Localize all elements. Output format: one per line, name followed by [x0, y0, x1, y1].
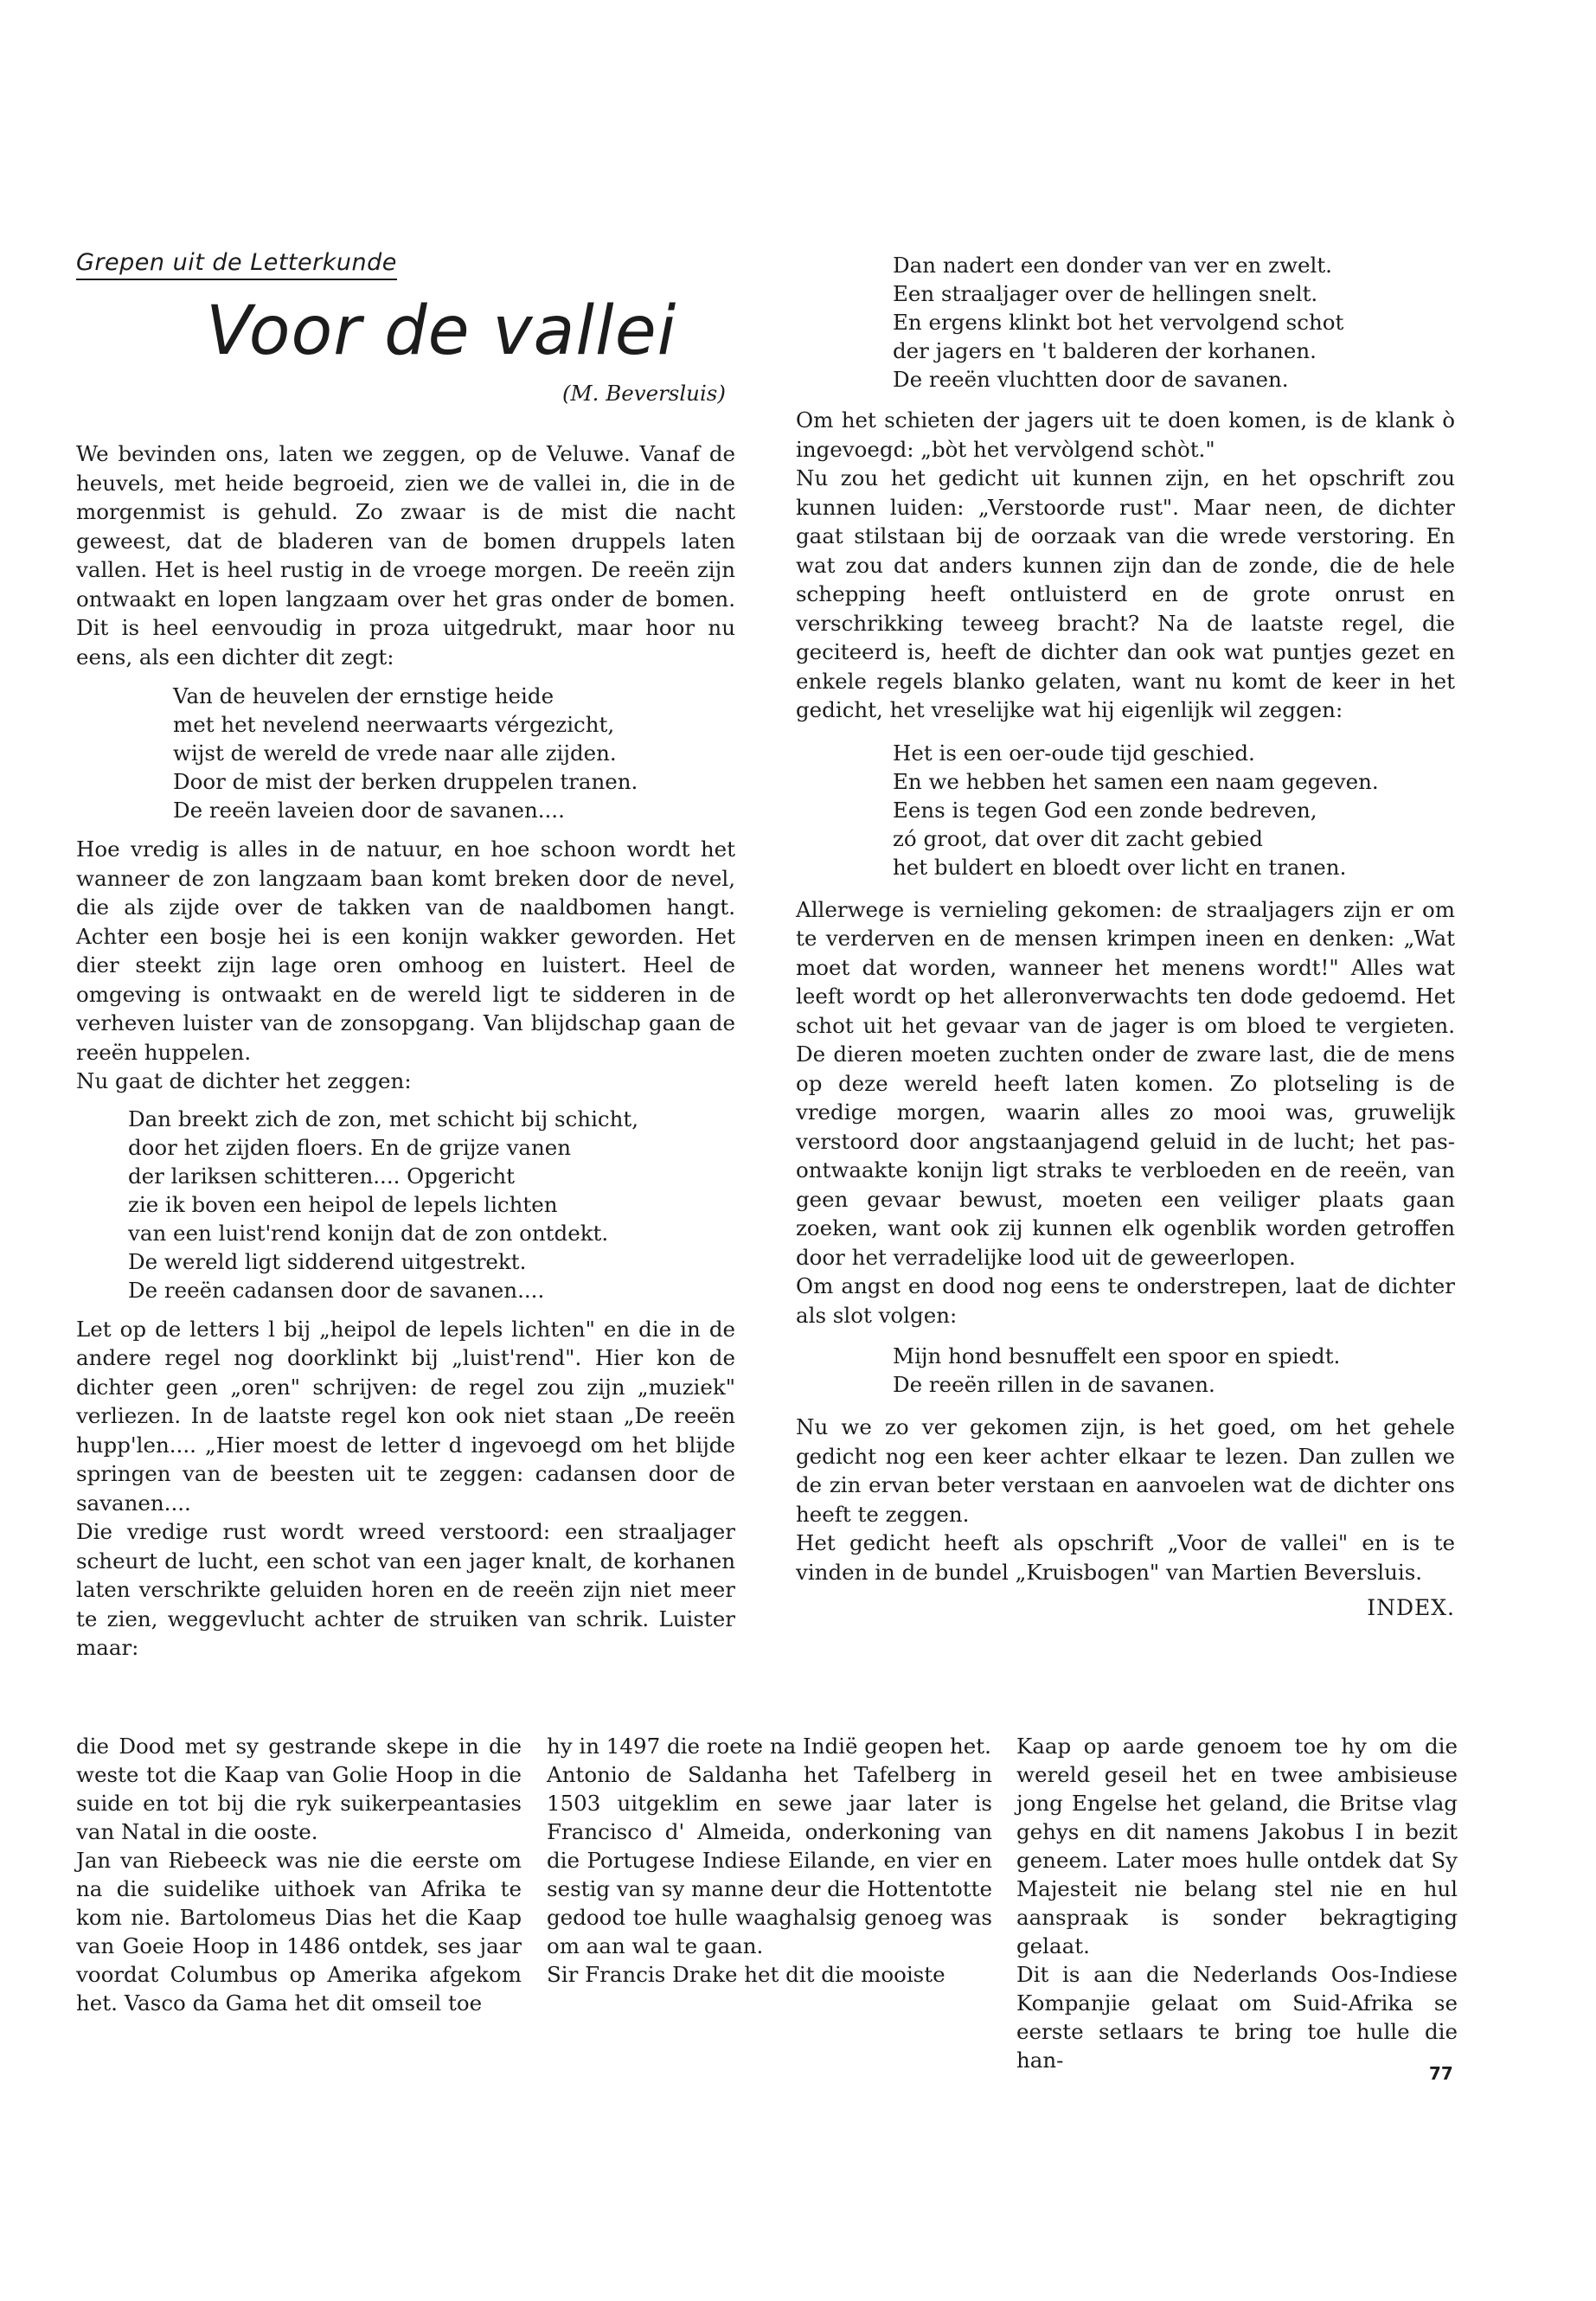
poem-line: Het is een oer-oude tijd geschied.: [893, 740, 1255, 766]
poem-line: De reeën rillen in de savanen.: [893, 1372, 1215, 1397]
poem-line: De reeën cadansen door de savanen....: [128, 1277, 545, 1303]
paragraph: Allerwege is vernieling gekomen: de straaljagers zijn er om te verderven en de mensen krimpen ineen en denken: „Wat moet dat worden, wanneer het menens wordt!" Alles wat leeft wordt op het alleronverwachts ten dode gedoemd. Het schot uit het gevaar van de jager is om bloed te vergieten. De dieren moeten zuchten onder de zware last, die de mens op deze wereld heeft laten komen. Zo plotseling is de vredige morgen, waarin alles zo mooi was, gruwelijk verstoord door angstaanjagend geluid in de lucht; het pas-ontwaakte konijn ligt straks te verbloeden en de reeën, van geen gevaar bewust, moeten een veiliger plaats gaan zoeken, want ook zij kunnen elk ogenblik worden getroffen door het verradelijke lood uit de geweerlopen.: [796, 896, 1455, 1270]
paragraph: We bevinden ons, laten we zeggen, op de Veluwe. Vanaf de heuvels, met heide begroeid, zien we de vallei in, die in de morgenmist is gehuld. Zo zwaar is de mist die nacht geweest, dat de bladeren van de bomen druppels laten vallen. Het is heel rustig in de vroege morgen. De reeën zijn ontwaakt en lopen langzaam over het gras onder de bomen. Dit is heel eenvoudig in proza uitgedrukt, maar hoor nu eens, als een dichter dit zegt:: [76, 441, 735, 670]
poem-line: De reeën vluchtten door de savanen.: [893, 367, 1289, 392]
continuation-column-3: [1016, 1732, 1458, 2074]
poem-line: Een straaljager over de hellingen snelt.: [893, 281, 1318, 306]
poem-stanza-1: [173, 682, 735, 824]
right-column: [796, 251, 1455, 1623]
poem-stanza-2: [128, 1105, 735, 1304]
paragraph: Nu we zo ver gekomen zijn, is het goed, om het gehele gedicht nog een keer achter elkaar te lezen. Dan zullen we de zin ervan beter verstaan en aanvoelen wat de dichter ons heeft te zeggen.: [796, 1414, 1455, 1527]
poem-line: En ergens klinkt bot het vervolgend schot: [893, 310, 1344, 335]
continuation-column-1: [76, 1732, 522, 2017]
poem-line: Door de mist der berken druppelen tranen.: [173, 769, 638, 794]
poem-line: wijst de wereld de vrede naar alle zijden.: [173, 740, 617, 766]
paragraph: Hoe vredig is alles in de natuur, en hoe schoon wordt het wanneer de zon langzaam baan komt breken door de nevel, die als zijde over de takken van de naaldbomen hangt. Achter een bosje hei is een konijn wakker geworden. Het dier steekt zijn lage oren omhoog en luistert. Heel de omgeving is ontwaakt en de wereld ligt te sidderen in de verheven luister van de zonsopgang. Van blijdschap gaan de reeën huppelen.: [76, 836, 735, 1065]
poem-line: Eens is tegen God een zonde bedreven,: [893, 797, 1317, 823]
poem-stanza-5: [893, 1342, 1455, 1399]
paragraph: Dit is aan die Nederlands Oos-Indiese Kompanjie gelaat om Suid-Afrika se eerste setlaars te bring toe hulle die han-: [1016, 1962, 1458, 2073]
paragraph: die Dood met sy gestrande skepe in die weste tot die Kaap van Golie Hoop in die suide en tot bij die ryk suikerpeantasies van Natal in die ooste.: [76, 1734, 522, 1844]
poem-line: Dan nadert een donder van ver en zwelt.: [893, 253, 1332, 278]
paragraph: Jan van Riebeeck was nie die eerste om na die suidelike uithoek van Afrika te kom nie. Bartolomeus Dias het die Kaap van Goeie Hoop in 1486 ontdek, ses jaar voordat Columbus op Amerika afgekom het. Vasco da Gama het dit omseil toe: [76, 1848, 522, 2016]
paragraph: Sir Francis Drake het dit die mooiste: [547, 1962, 945, 1987]
poem-line: Van de heuvelen der ernstige heide: [173, 683, 554, 708]
poem-line: zie ik boven een heipol de lepels lichten: [128, 1191, 558, 1217]
poem-line: het buldert en bloedt over licht en tranen.: [893, 854, 1347, 880]
paragraph: Om angst en dood nog eens te onderstrepen, laat de dichter als slot volgen:: [796, 1273, 1455, 1328]
signature: INDEX.: [1367, 1595, 1455, 1620]
poem-line: der jagers en 't balderen der korhanen.: [893, 338, 1317, 363]
paragraph: Het gedicht heeft als opschrift „Voor de vallei" en is te vinden in de bundel „Kruisbogen" van Martien Beversluis.: [796, 1530, 1455, 1585]
paragraph: Kaap op aarde genoem toe hy om die wereld geseil het en twee ambisieuse jong Engelse het geland, die Britse vlag gehys en dit namens Jakobus I in bezit geneem. Later moes hulle ontdek dat Sy Majesteit nie belang stel nie en hul aanspraak is sonder bekragtiging gelaat.: [1016, 1734, 1458, 1958]
paragraph: Antonio de Saldanha het Tafelberg in 1503 uitgeklim en sewe jaar later is Francisco d' Almeida, onderkoning van die Portugese Indiese Eilande, en vier en sestig van sy manne deur die Hottentotte gedood toe hulle waaghalsig genoeg was om aan wal te gaan.: [547, 1762, 992, 1958]
poem-stanza-3: [893, 251, 1455, 394]
paragraph: Nu gaat de dichter het zeggen:: [76, 1068, 412, 1093]
paragraph: Die vredige rust wordt wreed verstoord: een straaljager scheurt de lucht, een schot van een jager knalt, de korhanen laten verschrikte geluiden horen en de reeën zijn niet meer te zien, weggevlucht achter de struiken van schrik. Luister maar:: [76, 1519, 735, 1660]
poem-line: Dan breekt zich de zon, met schicht bij schicht,: [128, 1106, 639, 1131]
paragraph: Om het schieten der jagers uit te doen komen, is de klank ò ingevoegd: „bòt het vervòlgend schòt.": [796, 407, 1455, 462]
poem-line: van een luist'rend konijn dat de zon ontdekt.: [128, 1220, 609, 1246]
poem-line: door het zijden floers. En de grijze vanen: [128, 1134, 572, 1160]
poem-line: Mijn hond besnuffelt een spoor en spiedt.: [893, 1343, 1341, 1368]
poem-line: En we hebben het samen een naam gegeven.: [893, 768, 1379, 794]
poem-line: zó groot, dat over dit zacht gebied: [893, 825, 1263, 851]
left-column: [76, 439, 735, 1663]
article-title: Voor de vallei: [206, 292, 677, 370]
article-author: (M. Beversluis): [562, 381, 726, 406]
poem-line: De wereld ligt sidderend uitgestrekt.: [128, 1248, 527, 1274]
section-label: Grepen uit de Letterkunde: [76, 249, 397, 280]
continuation-column-2: [547, 1732, 992, 1989]
poem-stanza-4: [893, 739, 1455, 881]
paragraph: hy in 1497 die roete na Indië geopen het.: [547, 1734, 991, 1759]
poem-line: De reeën laveien door de savanen....: [173, 798, 565, 823]
poem-line: met het nevelend neerwaarts vérgezicht,: [173, 712, 615, 737]
paragraph: Nu zou het gedicht uit kunnen zijn, en het opschrift zou kunnen luiden: „Verstoorde rust". Maar neen, de dichter gaat stilstaan bij de oorzaak van die wrede verstoring. En wat zou dat anders kunnen zijn dan de zonde, die de hele schepping heeft ontluisterd en de grote onrust en verschrikking teweeg bracht? Na de laatste regel, die geciteerd is, heeft de dichter dan ook wat puntjes gezet en enkele regels blanko gelaten, want nu komt de keer in het gedicht, het vreselijke wat hij eigenlijk wil zeggen:: [796, 465, 1455, 722]
paragraph: Let op de letters l bij „heipol de lepels lichten" en die in de andere regel nog doorklinkt bij „luist'rend". Hier kon de dichter geen „oren" schrijven: de regel zou zijn „muziek" verliezen. In de laatste regel kon ook niet staan „De reeën hupp'len.... „Hier moest de letter d ingevoegd om het blijde springen van de beesten uit te zeggen: cadansen door de savanen....: [76, 1316, 735, 1516]
page-number: 77: [1429, 2063, 1453, 2084]
signature-row: [796, 1593, 1455, 1623]
poem-line: der lariksen schitteren.... Opgericht: [128, 1163, 516, 1189]
